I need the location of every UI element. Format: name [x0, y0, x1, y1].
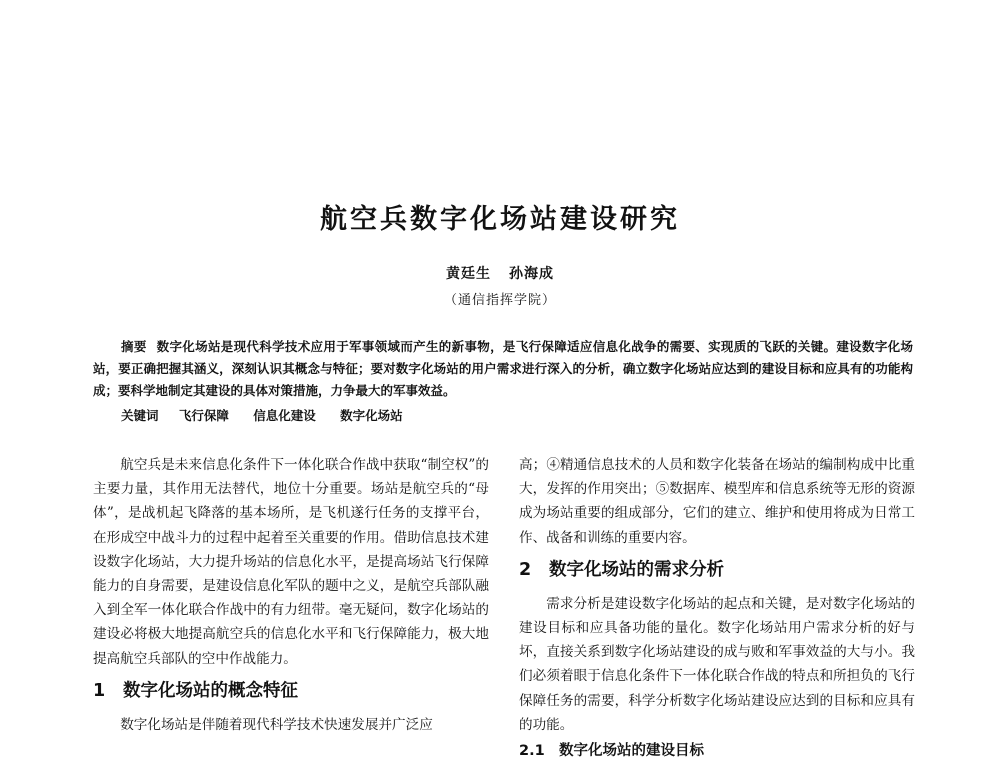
right-column [519, 453, 915, 763]
keyword: 数字化场站 [340, 408, 403, 423]
author-name: 孙海成 [509, 266, 554, 282]
author-list [0, 263, 1000, 283]
section-heading [519, 555, 915, 585]
keyword: 信息化建设 [253, 408, 316, 423]
author-affiliation: （通信指挥学院） [443, 293, 556, 308]
section-title: 数字化场站的概念特征 [123, 680, 298, 701]
intro-paragraph: 航空兵是未来信息化条件下一体化联合作战中获取“制空权”的主要力量，其作用无法替代，地位十分重要。场站是航空兵的“母体”，是战机起飞降落的基本场所，是飞机遂行任务的支撑平台，在形成空中战斗力的过程中起着至关重要的作用。借助信息技术建设数字化场站，大力提升场站的信息化水平，是提高场站飞行保障能力的自身需要，是建设信息化军队的题中之义，是航空兵部队融入到全军一体化联合作战中的有力纽带。毫无疑问，数字化场站的建设必将极大地提高航空兵的信息化水平和飞行保障能力，极大地提高航空兵部队的空中作战能力。 [93, 457, 489, 667]
abstract-text: 数字化场站是现代科学技术应用于军事领域而产生的新事物，是飞行保障适应信息化战争的需要、实现质的飞跃的关键。建设数字化场站，要正确把握其涵义，深刻认识其概念与特征；要对数字化场站的用户需求进行深入的分析，确立数字化场站应达到的建设目标和应具有的功能构成；要科学地制定其建设的具体对策措施，力争最大的军事效益。 [93, 339, 913, 398]
subsection-title: 数字化场站的建设目标 [559, 743, 704, 760]
section-title: 数字化场站的需求分析 [549, 559, 724, 580]
section-heading [93, 676, 489, 706]
paper-title: 航空兵数字化场站建设研究 [320, 204, 680, 235]
abstract-label: 摘要 [121, 339, 147, 354]
left-column [93, 453, 489, 737]
abstract [93, 336, 913, 402]
keywords-label: 关键词 [121, 408, 159, 423]
keywords [121, 405, 423, 427]
body-paragraph: 数字化场站是伴随着现代科学技术快速发展并广泛应 [120, 716, 433, 733]
author-name: 黄廷生 [446, 266, 491, 282]
subsection-heading [519, 739, 915, 763]
subsection-number: 2.1 [519, 743, 545, 760]
body-paragraph: 需求分析是建设数字化场站的起点和关键，是对数字化场站的建设目标和应具备功能的量化。数字化场站用户需求分析的好与坏，直接关系到数字化场站建设的成与败和军事效益的大与小。我们必须着眼于信息化条件下一体化联合作战的特点和所担负的飞行保障任务的需要，科学分析数字化场站建设应达到的目标和应具有的功能。 [519, 595, 915, 733]
section-number: 2 [519, 559, 532, 580]
keyword: 飞行保障 [178, 408, 229, 423]
section-number: 1 [93, 680, 106, 701]
continued-paragraph: 高；④精通信息技术的人员和数字化装备在场站的编制构成中比重大，发挥的作用突出；⑤数据库、模型库和信息系统等无形的资源成为场站重要的组成部分，它们的建立、维护和使用将成为日常工作、战备和训练的重要内容。 [519, 457, 915, 546]
